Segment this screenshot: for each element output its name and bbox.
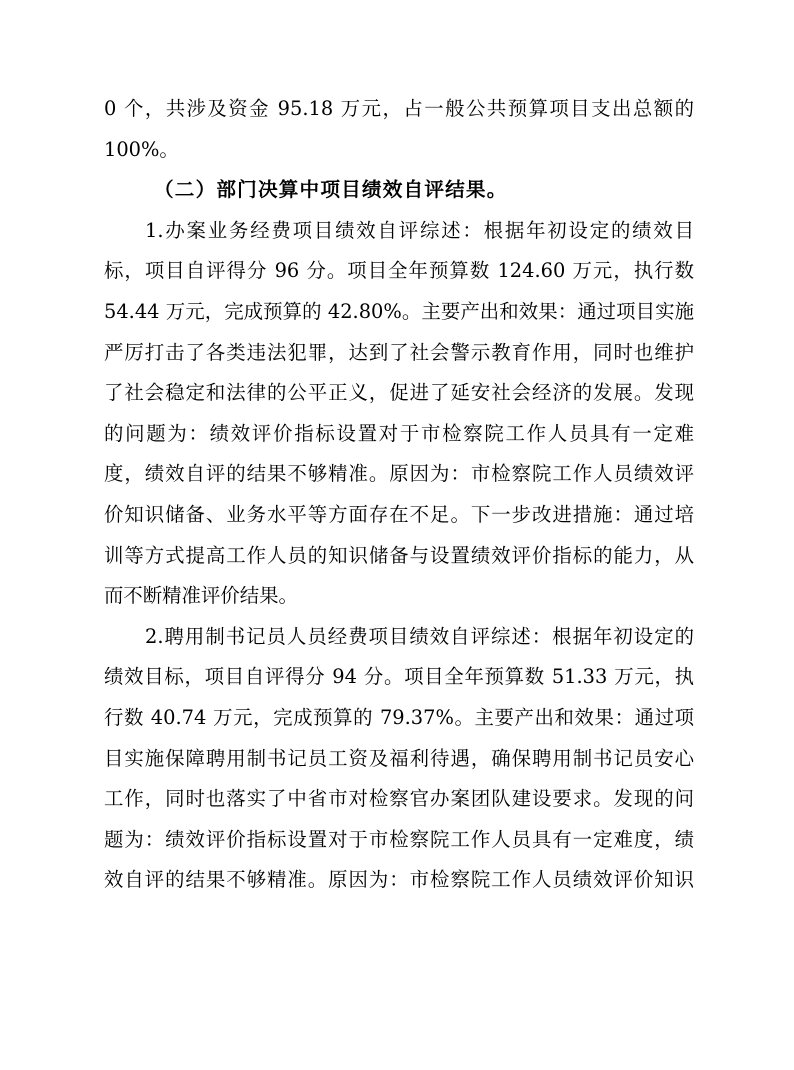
paragraph-line: 1.办案业务经费项目绩效自评综述：根据年初设定的绩效目 [145,218,694,242]
paragraph-line: 行数 40.74 万元，完成预算的 79.37%。主要产出和效果：通过项 [104,705,694,729]
paragraph-line: 了社会稳定和法律的公平正义，促进了延安社会经济的发展。发现 [104,381,694,405]
paragraph-line: 0 个，共涉及资金 95.18 万元，占一般公共预算项目支出总额的 [104,97,694,120]
paragraph-line: 54.44 万元，完成预算的 42.80%。主要产出和效果：通过项目实施 [104,299,694,323]
paragraph-line: 题为：绩效评价指标设置对于市检察院工作人员具有一定难度，绩 [104,827,694,851]
paragraph-line: 而不断精准评价结果。 [104,584,298,608]
paragraph-line: 效自评的结果不够精准。原因为：市检察院工作人员绩效评价知识 [104,868,694,892]
paragraph-line: 工作，同时也落实了中省市对检察官办案团队建设要求。发现的问 [104,787,694,811]
paragraph-line: 2.聘用制书记员人员经费项目绩效自评综述：根据年初设定的 [145,624,694,648]
paragraph-line: 严厉打击了各类违法犯罪，达到了社会警示教育作用，同时也维护 [104,340,694,364]
paragraph-line: 训等方式提高工作人员的知识储备与设置绩效评价指标的能力，从 [104,543,694,567]
paragraph-line: 绩效目标，项目自评得分 94 分。项目全年预算数 51.33 万元，执 [104,665,694,689]
paragraph-line: 的问题为：绩效评价指标设置对于市检察院工作人员具有一定难 [104,421,694,445]
document-body [104,89,694,901]
section-heading: （二）部门决算中项目绩效自评结果。 [154,178,508,202]
paragraph-line: 度，绩效自评的结果不够精准。原因为：市检察院工作人员绩效评 [104,462,694,486]
paragraph-line: 目实施保障聘用制书记员工资及福利待遇，确保聘用制书记员安心 [104,746,694,770]
paragraph-line: 价知识储备、业务水平等方面存在不足。下一步改进措施：通过培 [104,502,694,526]
paragraph-line: 标，项目自评得分 96 分。项目全年预算数 124.60 万元，执行数 [104,259,694,283]
paragraph-line: 100%。 [104,137,179,161]
